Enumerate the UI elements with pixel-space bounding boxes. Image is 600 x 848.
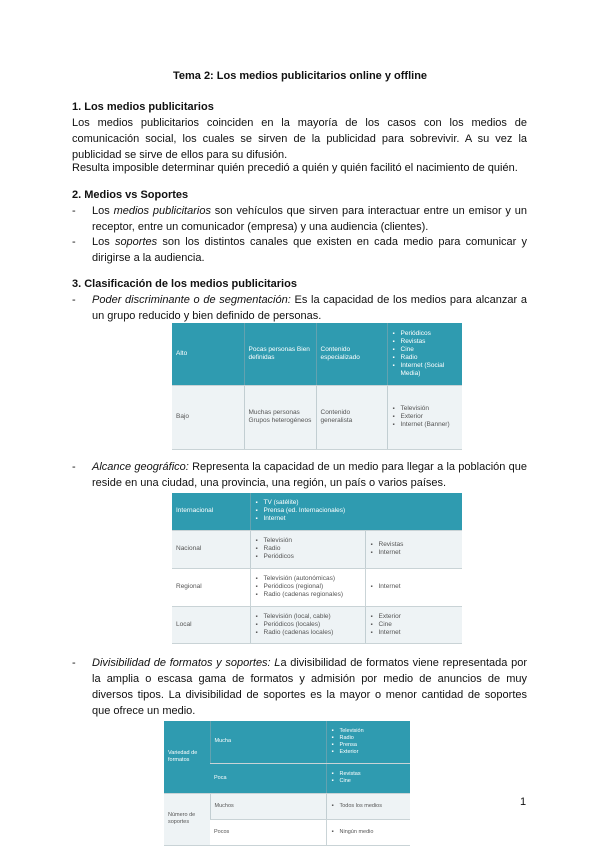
table-row [172,493,462,530]
media-cell: ▪ Televisión ▪ Exterior ▪ Internet (Banner) [387,385,462,449]
section-1-heading: 1. Los medios publicitarios [72,101,214,113]
section-3-bullet-divisibility: - Divisibilidad de formatos y soportes: La divisibilidad de formatos viene representada por la amplia o escasa gama de formatos y admisión por medio de anuncios de muy diversos tipos. La divisibilidad de soportes es la mayor o menor cantidad de soportes que ofrece un medio. [72,657,527,717]
document-title: Tema 2: Los medios publicitarios online y offline [172,70,428,82]
bullet-dash: - [72,205,76,217]
section-2-bullet-2: - Los soportes son los distintos canales que existen en cada medio para comunicar y dirigirse a la audiencia. [72,236,528,264]
audience-cell: Muchas personas Grupos heterogéneos [244,385,316,449]
media-cell: ▪ Periódicos ▪ Revistas ▪ Cine ▪ Radio ▪ Internet (Social Media) [387,323,462,385]
table-row [164,721,410,763]
media-cell: ▪ Ningún medio [326,819,410,845]
table-row [172,568,462,606]
scope-cell: Internacional [172,493,250,530]
media-cell: ▪ Televisión (autonómicas) ▪ Periódicos (regional) ▪ Radio (cadenas regionales) [250,568,365,606]
audience-cell: Pocas personas Bien definidas [244,323,316,385]
level-cell: Bajo [172,385,244,449]
table-row [172,606,462,643]
divisibility-table [164,721,410,846]
section-2-heading: 2. Medios vs Soportes [72,189,189,201]
media-cell: ▪ Revistas ▪ Internet [365,530,462,568]
label-cell: Muchos [210,793,326,819]
table-row [172,385,462,449]
media-cell: ▪ Televisión ▪ Radio ▪ Prensa ▪ Exterior [326,721,410,763]
level-cell: Alto [172,323,244,385]
table-row [164,793,410,819]
scope-cell: Nacional [172,530,250,568]
media-cell: ▪ TV (satélite) ▪ Prensa (ed. Internacionales) ▪ Internet [250,493,462,530]
scope-cell: Regional [172,568,250,606]
geographic-reach-table [172,493,462,644]
media-cell: ▪ Revistas ▪ Cine [326,763,410,793]
media-cell: ▪ Internet [365,568,462,606]
section-3-heading: 3. Clasificación de los medios publicitarios [72,278,297,290]
group-cell: Número de soportes [164,793,210,845]
label-cell: Poca [210,763,326,793]
media-cell: ▪ Televisión ▪ Radio ▪ Periódicos [250,530,365,568]
bullet-dash: - [72,236,76,248]
section-3-bullet-geographic: - Alcance geográfico: Representa la capacidad de un medio para llegar a la población que reside en una ciudad, una provincia, una región, un país o varios países. [72,461,527,489]
table-row [172,323,462,385]
label-cell: Mucha [210,721,326,763]
segmentation-table [172,323,462,450]
media-cell: ▪ Exterior ▪ Cine ▪ Internet [365,606,462,643]
label-cell: Pocos [210,819,326,845]
content-cell: Contenido especializado [316,323,387,385]
page-number: 1 [520,796,527,808]
media-cell: ▪ Todos los medios [326,793,410,819]
bullet-dash: - [72,294,76,306]
section-2-bullet-1: - Los medios publicitarios son vehículos que sirven para interactuar entre un emisor y un receptor, entre un comunicador (empresa) y una audiencia (clientes). [72,205,527,233]
scope-cell: Local [172,606,250,643]
table-row [172,530,462,568]
bullet-dash: - [72,461,76,473]
section-1-paragraph-1: Los medios publicitarios coinciden en la mayoría de los casos con los medios de comunicación social, los cuales se sirven de la publicidad para sobrevivir. A su vez la publicidad se sirve de ellos para su difusión. [72,117,527,161]
group-cell: Variedad de formatos [164,721,210,793]
section-1-paragraph-2: Resulta imposible determinar quién precedió a quién y quién facilitó el nacimiento de quién. [72,162,518,174]
bullet-dash: - [72,657,76,669]
section-3-bullet-segmentation: - Poder discriminante o de segmentación: Es la capacidad de los medios para alcanzar a un grupo reducido y bien definido de personas. [72,294,527,322]
content-cell: Contenido generalista [316,385,387,449]
media-cell: ▪ Televisión (local, cable) ▪ Periódicos (locales) ▪ Radio (cadenas locales) [250,606,365,643]
